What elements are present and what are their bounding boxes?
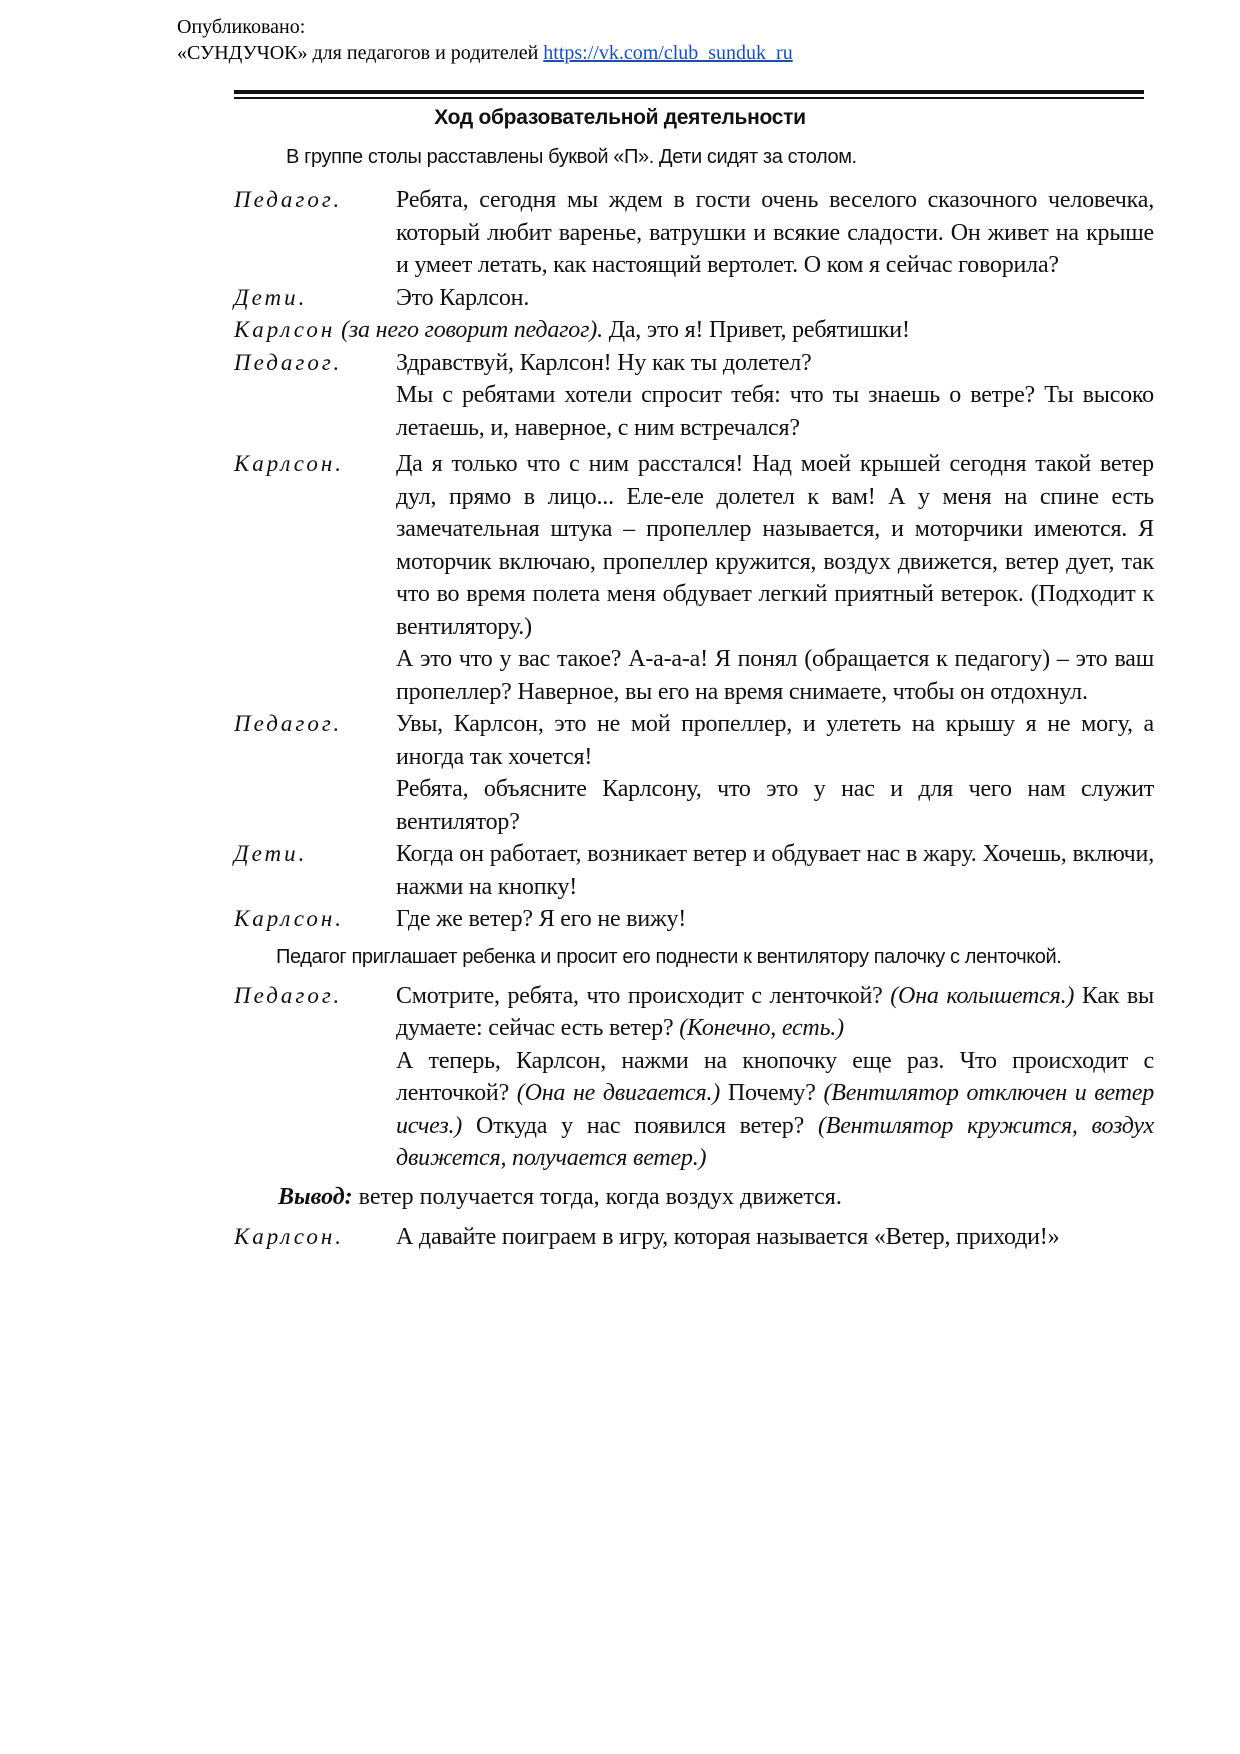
answer-italic: (Вентилятор кружится, воздух движется, получается ветер.) <box>396 1112 1154 1171</box>
line-text: Ребята, сегодня мы ждем в гости очень веселого сказочного человечка, который любит варенье, ватрушки и всякие сладости. Он живет на крыше и умеет летать, как настоящий вертолет. О ком я сейчас говорила? <box>396 187 1154 278</box>
speaker-label: Педагог. <box>234 187 343 212</box>
conclusion <box>234 1181 1154 1214</box>
publication-header <box>177 14 793 66</box>
answer-italic: (Она колышется.) <box>890 982 1075 1009</box>
line-content: Как вы думаете: сейчас есть ветер? <box>396 982 1154 1041</box>
line-content: Смотрите, ребята, что происходит с ленточкой? <box>396 982 883 1009</box>
line-text <box>396 1045 1154 1175</box>
speaker-label: Карлсон <box>234 317 336 342</box>
header-rule-thin <box>234 97 1144 99</box>
speaker-label: Педагог. <box>234 711 343 736</box>
line-content: Почему? <box>727 1080 816 1106</box>
line-text: Ребята, объясните Карлсону, что это у нас и для чего нам служит вентилятор? <box>396 776 1154 835</box>
speaker-label: Карлсон. <box>234 1224 345 1249</box>
stage-note: Педагог приглашает ребенка и просит его поднести к вентилятору палочку с ленточкой. <box>276 945 1062 968</box>
vk-link[interactable]: https://vk.com/club_sunduk_ru <box>543 42 793 64</box>
dialogue-line <box>234 838 1154 903</box>
line-text <box>396 980 1154 1045</box>
line-text: А это что у вас такое? А-а-а-а! Я понял (обращается к педагогу) – это ваш пропеллер? Наверное, вы его на время снимаете, чтобы он отдохнул. <box>396 646 1154 705</box>
speaker-label: Карлсон. <box>234 906 345 931</box>
header-rule-thick <box>234 90 1144 94</box>
dialogue-line <box>234 980 1154 1175</box>
line-content: А теперь, Карлсон, нажми на кнопочку еще раз. Что происходит с ленточкой? <box>396 1047 1154 1106</box>
speaker-label: Педагог. <box>234 982 343 1008</box>
dialogue-line <box>234 903 1154 936</box>
dialogue-line <box>234 1221 1154 1254</box>
line-text: А давайте поиграем в игру, которая называется «Ветер, приходи!» <box>396 1224 1060 1250</box>
line-text: Здравствуй, Карлсон! Ну как ты долетел? <box>396 349 812 376</box>
answer-italic: (Она не двигается.) <box>516 1080 721 1106</box>
intro-text: В группе столы расставлены буквой «П». Дети сидят за столом. <box>286 146 857 168</box>
published-label: Опубликовано: <box>177 16 306 38</box>
line-text: Мы с ребятами хотели спросит тебя: что ты знаешь о ветре? Ты высоко летаешь, и, наверное, с ним встречался? <box>396 382 1154 441</box>
conclusion-label: Вывод: <box>278 1183 353 1210</box>
page-title: Ход образовательной деятельности <box>434 106 806 129</box>
dialogue-line <box>234 448 1154 708</box>
dialogue-line <box>234 282 1154 315</box>
line-content: Да, это я! Привет, ребятишки! <box>608 317 910 343</box>
stage-direction: (за него говорит педагог). <box>341 317 603 343</box>
answer-italic: (Конечно, есть.) <box>679 1015 844 1041</box>
speaker-label: Дети. <box>234 841 308 866</box>
line-text: Да я только что с ним расстался! Над моей крышей сегодня такой ветер дул, прямо в лицо... Еле-еле долетел к вам! А у меня на спине есть замечательная штука – пропеллер называется, и моторчики имеются. Я моторчик включаю, пропеллер кружится, воздух движется, ветер дует, так что во время полета меня обдувает легкий приятный ветерок. (Подходит к вентилятору.) <box>396 451 1154 640</box>
publisher-text: «СУНДУЧОК» для педагогов и родителей <box>177 42 539 64</box>
conclusion-text: ветер получается тогда, когда воздух движется. <box>358 1183 842 1210</box>
dialogue-line <box>234 184 1154 282</box>
line-text: Это Карлсон. <box>396 284 530 311</box>
line-text: Где же ветер? Я его не вижу! <box>396 906 687 932</box>
dialogue-line <box>234 347 1154 445</box>
speaker-label: Дети. <box>234 284 308 310</box>
dialogue-line <box>234 708 1154 838</box>
dialogue-line <box>234 314 1154 347</box>
answer-italic: (Вентилятор отключен и ветер исчез.) <box>396 1080 1154 1139</box>
line-text: Увы, Карлсон, это не мой пропеллер, и улететь на крышу я не могу, а иногда так хочется! <box>396 711 1154 770</box>
line-text <box>234 314 1154 347</box>
dialogue <box>234 184 1154 1254</box>
line-text: Когда он работает, возникает ветер и обдувает нас в жару. Хочешь, включи, нажми на кнопку! <box>396 841 1154 900</box>
line-content: Откуда у нас появился ветер? <box>475 1112 805 1139</box>
speaker-label: Карлсон. <box>234 451 345 476</box>
speaker-label: Педагог. <box>234 349 343 375</box>
